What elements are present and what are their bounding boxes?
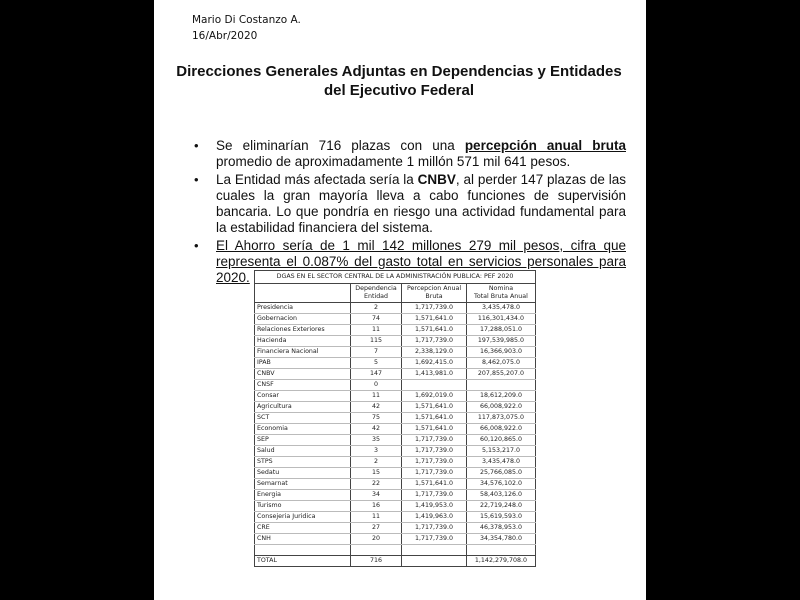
- header-nomina: Nomina Total Bruta Anual: [466, 284, 535, 303]
- row-payroll: 116,301,434.0: [466, 314, 535, 325]
- row-name: Sedatu: [255, 468, 351, 479]
- table-caption: DGAS EN EL SECTOR CENTRAL DE LA ADMINISTRACIÓN PUBLICA: PEF 2020: [255, 271, 536, 284]
- bullet-text: La Entidad más afectada sería la: [216, 172, 418, 187]
- row-payroll: 60,120,865.0: [466, 435, 535, 446]
- row-name: CNBV: [255, 369, 351, 380]
- bullet-item-cnbv: [192, 172, 626, 236]
- row-salary: 1,717,739.0: [402, 446, 467, 457]
- row-count: 42: [350, 402, 401, 413]
- row-name: Hacienda: [255, 336, 351, 347]
- row-count: 15: [350, 468, 401, 479]
- table-row: [255, 413, 536, 424]
- row-salary: 1,571,641.0: [402, 479, 467, 490]
- bullet-text: El Ahorro sería de 1 mil 142 millones 279 mil pesos, cifra que representa el 0.087% del gasto total en servicios personales para 2020.: [216, 238, 626, 285]
- row-count: 2: [350, 303, 401, 314]
- row-payroll: 25,766,085.0: [466, 468, 535, 479]
- bullet-highlight: CNBV: [417, 172, 456, 187]
- table-row: [255, 336, 536, 347]
- row-count: 5: [350, 358, 401, 369]
- table-row: [255, 303, 536, 314]
- total-label: TOTAL: [255, 556, 351, 567]
- row-salary: 1,717,739.0: [402, 435, 467, 446]
- row-count: 11: [350, 325, 401, 336]
- row-payroll: 5,153,217.0: [466, 446, 535, 457]
- row-salary: 1,571,641.0: [402, 413, 467, 424]
- table-row: [255, 358, 536, 369]
- row-payroll: 22,719,248.0: [466, 501, 535, 512]
- row-payroll: 3,435,478.0: [466, 303, 535, 314]
- row-count: 11: [350, 512, 401, 523]
- row-salary: 1,571,641.0: [402, 325, 467, 336]
- row-salary: 1,413,981.0: [402, 369, 467, 380]
- row-payroll: [466, 380, 535, 391]
- table-row: [255, 314, 536, 325]
- row-salary: 1,571,641.0: [402, 402, 467, 413]
- row-count: 147: [350, 369, 401, 380]
- row-name: CNH: [255, 534, 351, 545]
- table-row: [255, 479, 536, 490]
- row-name: Salud: [255, 446, 351, 457]
- table-row: [255, 512, 536, 523]
- row-payroll: 34,576,102.0: [466, 479, 535, 490]
- row-payroll: 3,435,478.0: [466, 457, 535, 468]
- row-salary: 1,717,739.0: [402, 303, 467, 314]
- table-row: [255, 402, 536, 413]
- row-payroll: 66,008,922.0: [466, 402, 535, 413]
- row-salary: 1,717,739.0: [402, 534, 467, 545]
- row-name: Agricultura: [255, 402, 351, 413]
- document-page: [154, 0, 646, 600]
- row-salary: 1,692,415.0: [402, 358, 467, 369]
- table-row: [255, 347, 536, 358]
- row-salary: [402, 380, 467, 391]
- row-count: 16: [350, 501, 401, 512]
- row-name: Consejeria Juridica: [255, 512, 351, 523]
- row-count: 11: [350, 391, 401, 402]
- row-payroll: 17,288,051.0: [466, 325, 535, 336]
- table-row: [255, 523, 536, 534]
- table-row: [255, 534, 536, 545]
- bullet-text: , al perder 147 plazas de las cuales la gran mayoría lleva a cabo funciones de supervisión bancaria. Lo que pondría en riesgo una actividad fundamental para la estabilidad financiera del sistema.: [216, 172, 626, 235]
- row-salary: 1,419,953.0: [402, 501, 467, 512]
- table-row: [255, 501, 536, 512]
- row-count: 42: [350, 424, 401, 435]
- row-payroll: 207,855,207.0: [466, 369, 535, 380]
- row-count: 34: [350, 490, 401, 501]
- row-name: STPS: [255, 457, 351, 468]
- total-salary: [402, 556, 467, 567]
- row-name: Consar: [255, 391, 351, 402]
- total-payroll: 1,142,279,708.0: [466, 556, 535, 567]
- row-count: 2: [350, 457, 401, 468]
- row-count: 74: [350, 314, 401, 325]
- row-count: 0: [350, 380, 401, 391]
- row-name: Turismo: [255, 501, 351, 512]
- bullet-item-plazas: [192, 138, 626, 170]
- table-row: [255, 424, 536, 435]
- row-salary: 1,717,739.0: [402, 490, 467, 501]
- row-name: IPAB: [255, 358, 351, 369]
- bullet-text: Se eliminarían 716 plazas con una: [216, 138, 465, 153]
- row-salary: 1,571,641.0: [402, 314, 467, 325]
- header-percepcion: Percepcion Anual Bruta: [402, 284, 467, 303]
- row-payroll: 117,873,075.0: [466, 413, 535, 424]
- row-name: Relaciones Exteriores: [255, 325, 351, 336]
- bullet-icon: •: [194, 238, 199, 253]
- table-row: [255, 446, 536, 457]
- table-row: [255, 380, 536, 391]
- row-salary: 1,419,963.0: [402, 512, 467, 523]
- row-count: 22: [350, 479, 401, 490]
- bullet-icon: •: [194, 138, 199, 153]
- table-total-row: [255, 556, 536, 567]
- payroll-table-wrapper: [254, 270, 536, 567]
- row-name: Economia: [255, 424, 351, 435]
- row-payroll: 15,619,593.0: [466, 512, 535, 523]
- row-payroll: 8,462,075.0: [466, 358, 535, 369]
- bullet-list: [192, 138, 626, 286]
- row-count: 7: [350, 347, 401, 358]
- row-salary: 1,692,019.0: [402, 391, 467, 402]
- row-count: 20: [350, 534, 401, 545]
- table-row: [255, 435, 536, 446]
- row-name: SEP: [255, 435, 351, 446]
- table-row: [255, 369, 536, 380]
- table-header-row: [255, 284, 536, 303]
- row-salary: 1,717,739.0: [402, 523, 467, 534]
- row-count: 27: [350, 523, 401, 534]
- row-count: 3: [350, 446, 401, 457]
- row-name: CRE: [255, 523, 351, 534]
- bullet-icon: •: [194, 172, 199, 187]
- table-row: [255, 468, 536, 479]
- row-salary: 1,571,641.0: [402, 424, 467, 435]
- table-row: [255, 325, 536, 336]
- row-payroll: 66,008,922.0: [466, 424, 535, 435]
- row-salary: 2,338,129.0: [402, 347, 467, 358]
- row-payroll: 197,539,985.0: [466, 336, 535, 347]
- total-count: 716: [350, 556, 401, 567]
- row-name: Semarnat: [255, 479, 351, 490]
- row-salary: 1,717,739.0: [402, 336, 467, 347]
- date-line: 16/Abr/2020: [192, 30, 258, 42]
- row-salary: 1,717,739.0: [402, 468, 467, 479]
- payroll-table: [254, 270, 536, 567]
- row-count: 115: [350, 336, 401, 347]
- row-name: Gobernacion: [255, 314, 351, 325]
- row-name: CNSF: [255, 380, 351, 391]
- row-payroll: 18,612,209.0: [466, 391, 535, 402]
- table-row: [255, 391, 536, 402]
- row-name: SCT: [255, 413, 351, 424]
- document-title: Direcciones Generales Adjuntas en Dependencias y Entidades del Ejecutivo Federal: [176, 63, 622, 99]
- row-name: Financiera Nacional: [255, 347, 351, 358]
- author-line: Mario Di Costanzo A.: [192, 14, 301, 26]
- row-name: Energia: [255, 490, 351, 501]
- table-row: [255, 490, 536, 501]
- row-payroll: 46,378,953.0: [466, 523, 535, 534]
- row-payroll: 34,354,780.0: [466, 534, 535, 545]
- row-count: 35: [350, 435, 401, 446]
- row-salary: 1,717,739.0: [402, 457, 467, 468]
- bullet-text: promedio de aproximadamente 1 millón 571 mil 641 pesos.: [216, 154, 571, 169]
- header-blank: [255, 284, 351, 303]
- row-payroll: 16,366,903.0: [466, 347, 535, 358]
- header-dependencia: Dependencia Entidad: [350, 284, 401, 303]
- row-name: Presidencia: [255, 303, 351, 314]
- row-count: 75: [350, 413, 401, 424]
- table-row: [255, 457, 536, 468]
- row-payroll: 58,403,126.0: [466, 490, 535, 501]
- bullet-highlight: percepción anual bruta: [464, 138, 626, 153]
